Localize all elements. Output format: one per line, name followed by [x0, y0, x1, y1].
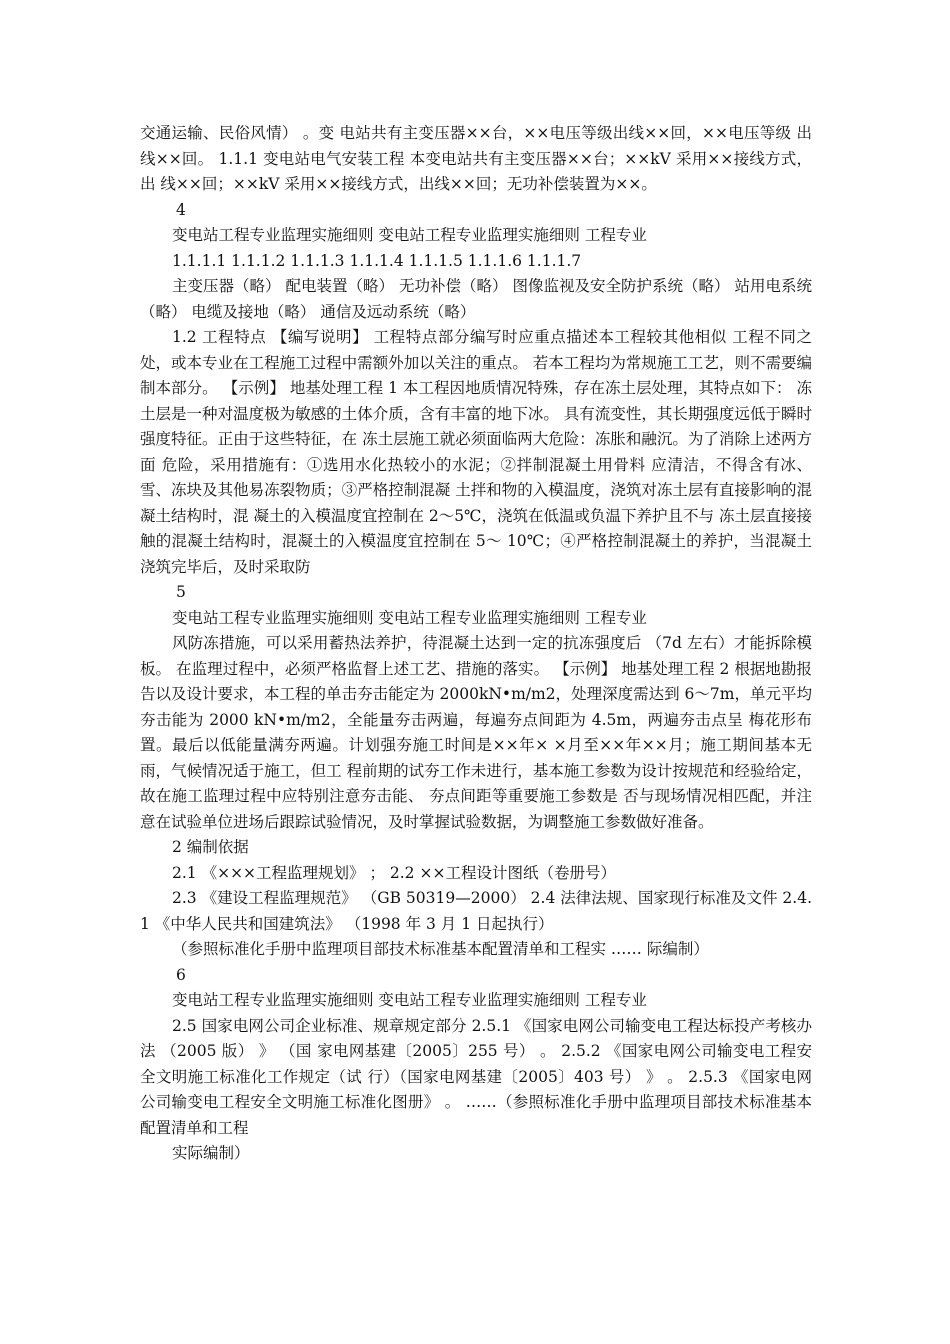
- paragraph-project-overview: 交通运输、民俗风情） 。变 电站共有主变压器××台，××电压等级出线××回，××电压等级 出线××回。 1.1.1 变电站电气安装工程 本变电站共有主变压器××台；××kV 采用××接线方式，出 线××回；××kV 采用××接线方式，出线××回；无功补偿装置为××。: [140, 124, 812, 193]
- paragraph-equipment-list: 主变压器（略） 配电装置（略） 无功补偿（略） 图像监视及安全防护系统（略） 站用电系统（略） 电缆及接地（略） 通信及远动系统（略）: [140, 277, 812, 321]
- running-header: 变电站工程专业监理实施细则 变电站工程专业监理实施细则 工程专业: [172, 226, 647, 244]
- running-header: 变电站工程专业监理实施细则 变电站工程专业监理实施细则 工程专业: [172, 608, 647, 627]
- document-page: [140, 121, 812, 1167]
- paragraph-foundation-example: 风防冻措施，可以采用蓄热法养护，待混凝土达到一定的抗冻强度后 （7d 左右）才能拆除模板。 在监理过程中，必须严格监督上述工艺、措施的落实。 【示例】 地基处理工程 2 根据地勘报告以及设计要求，本工程的单击夯击能定为 2000kN•m/m2，处理深度需达到 6～7m，单元平均夯击能为 2000 kN•m/m2，全能量夯击两遍，每遍夯点间距为 4.5m，两遍夯击点呈 梅花形布置。最后以低能量满夯两遍。计划强夯施工时间是××年× ×月至××年××月；施工期间基本无雨，气候情况适于施工，但工 程前期的试夯工作未进行，基本施工参数为设计按规范和经验给定， 故在施工监理过程中应特别注意夯击能、 夯点间距等重要施工参数是 否与现场情况相匹配，并注意在试验单位进场后跟踪试验情况，及时掌握试验数据，为调整施工参数做好准备。: [140, 634, 812, 831]
- section-heading-basis: 2 编制依据: [172, 838, 249, 856]
- page-number: 4: [176, 200, 186, 219]
- page-number: 5: [176, 583, 186, 601]
- paragraph-basis-2-3: 2.3 《建设工程监理规范》 （GB 50319—2000） 2.4 法律法规、国家现行标准及文件 2.4.1 《中华人民共和国建筑法》 （1998 年 3 月 1 日起执行）: [140, 889, 812, 933]
- paragraph-project-features: 1.2 工程特点 【编写说明】 工程特点部分编写时应重点描述本工程较其他相似 工程不同之处，或本专业在工程施工过程中需额外加以关注的重点。 若本工程均为常规施工工艺，则不需要编制本部分。 【示例】 地基处理工程 1 本工程因地质情况特殊，存在冻土层处理，其特点如下： 冻土层是一种对温度极为敏感的土体介质，含有丰富的地下冰。 具有流变性，其长期强度远低于瞬时强度特征。正由于这些特征，在 冻土层施工就必须面临两大危险：冻胀和融沉。为了消除上述两方面 危险，采用措施有：①选用水化热较小的水泥；②拌制混凝土用骨料 应清洁，不得含有冰、雪、冻块及其他易冻裂物质；③严格控制混凝 土拌和物的入模温度，浇筑对冻土层有直接影响的混凝土结构时，混 凝土的入模温度宜控制在 2～5℃，浇筑在低温或负温下养护且不与 冻土层直接接触的混凝土结构时，混凝土的入模温度宜控制在 5～ 10℃；④严格控制混凝土的养护，当混凝土浇筑完毕后，及时采取防: [140, 328, 812, 576]
- running-header: 变电站工程专业监理实施细则 变电站工程专业监理实施细则 工程专业: [172, 991, 647, 1009]
- paragraph-section-numbers: 1.1.1.1 1.1.1.2 1.1.1.3 1.1.1.4 1.1.1.5 1.1.1.6 1.1.1.7: [172, 251, 582, 270]
- paragraph-basis-2-5: 2.5 国家电网公司企业标准、规章规定部分 2.5.1 《国家电网公司输变电工程达标投产考核办法 （2005 版） 》 （国 家电网基建〔2005〕255 号） 。 2.5.2 《国家电网公司输变电工程安全文明施工标准化工作规定（试 行）（国家电网基建〔2005〕403 号） 》 。 2.5.3 《国家电网公司输变电工程安全文明施工标准化图册》 。 ……（参照标准化手册中监理项目部技术标准基本配置清单和工程: [140, 1016, 812, 1137]
- paragraph-basis-2-1: 2.1 《×××工程监理规划》 ； 2.2 ××工程设计图纸（卷册号）: [172, 863, 616, 882]
- paragraph-basis-note: （参照标准化手册中监理项目部技术标准基本配置清单和工程实 …… 际编制）: [172, 940, 709, 958]
- paragraph-basis-end: 实际编制）: [172, 1144, 250, 1162]
- page-number: 6: [176, 965, 186, 984]
